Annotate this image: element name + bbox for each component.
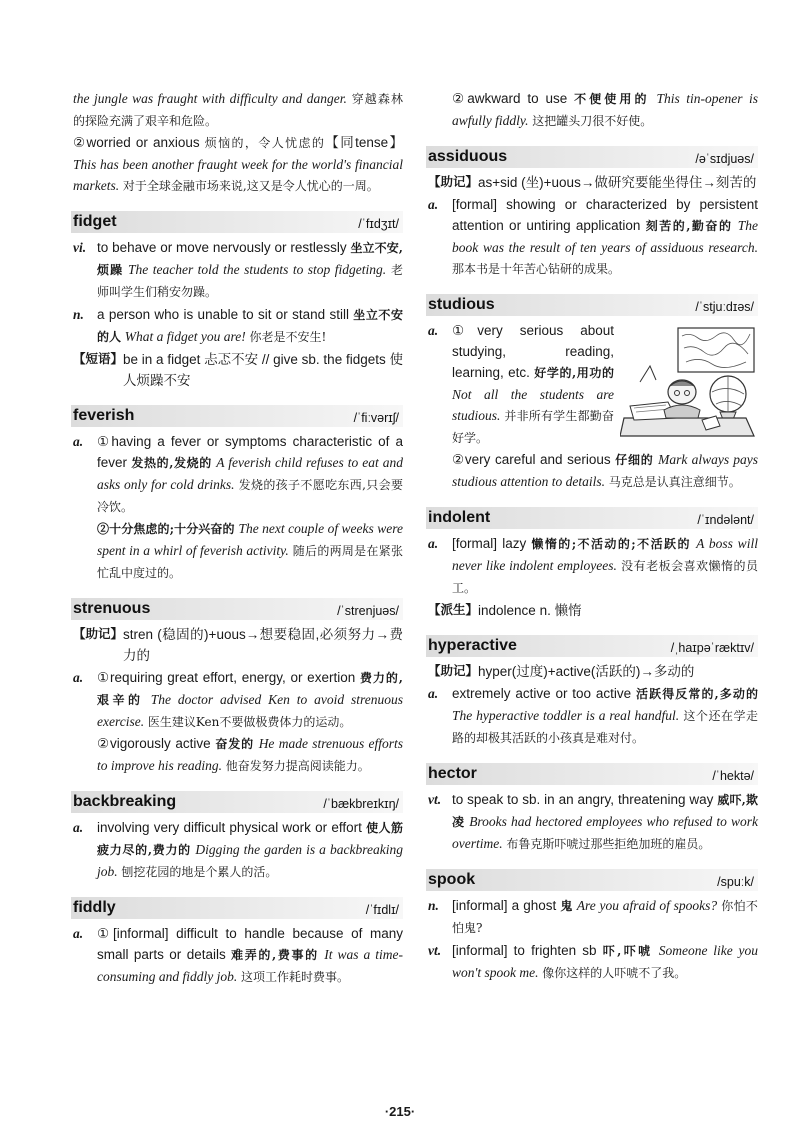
definition-row bbox=[428, 194, 758, 280]
definition-chinese: 奋发的 bbox=[215, 737, 255, 751]
headword: hyperactive bbox=[428, 637, 517, 654]
definition-chinese: 不便使用的 bbox=[574, 92, 650, 106]
headword-bar bbox=[426, 507, 758, 529]
definition-chinese: 活跃得反常的,多动的 bbox=[636, 687, 758, 701]
pronunciation: /ˈstjuːdɪəs/ bbox=[695, 300, 754, 314]
definition-text: to behave or move nervously or restlessly bbox=[97, 240, 347, 255]
definition-chinese: 仔细的 bbox=[615, 453, 654, 467]
mnemonic-text: hyper(过度)+active(活跃的)→多动的 bbox=[478, 664, 695, 679]
definition-chinese: ②十分焦虑的;十分兴奋的 bbox=[97, 522, 235, 536]
headword-bar bbox=[71, 897, 403, 919]
headword-bar bbox=[426, 763, 758, 785]
example-sentence: A feverish child refuses to eat and asks only for cold drinks. bbox=[97, 455, 403, 492]
definition-text: ①[informal] difficult to handle because of many small parts or details bbox=[97, 926, 403, 962]
example-sentence: Not all the students are studious. bbox=[452, 387, 614, 423]
headword-bar bbox=[71, 211, 403, 233]
definition-row bbox=[73, 817, 403, 883]
headword: assiduous bbox=[428, 148, 508, 165]
entry-fiddly-continued bbox=[452, 88, 758, 132]
derivative-tag: 【派生】 bbox=[428, 603, 479, 617]
example-translation: 随后的两周是在紧张忙乱中度过的。 bbox=[97, 544, 403, 580]
definition-text: extremely active or too active bbox=[452, 686, 632, 701]
pronunciation: /ˈɪndələnt/ bbox=[697, 513, 754, 527]
entry-fiddly bbox=[73, 897, 403, 988]
mnemonic-tag: 【助记】 bbox=[73, 627, 124, 641]
part-of-speech: n. bbox=[73, 307, 84, 322]
definition-text: ①requiring great effort, energy, or exertion bbox=[97, 670, 356, 685]
example-translation: 并非所有学生都勤奋好学。 bbox=[452, 409, 614, 445]
headword: hector bbox=[428, 765, 477, 782]
mnemonic-row bbox=[428, 661, 758, 682]
pronunciation: /ˈfɪdʒɪt/ bbox=[358, 217, 399, 231]
definition-text: [formal] showing or characterized by persistent attention or untiring application bbox=[452, 197, 758, 233]
pronunciation: /ˈfiːvərɪʃ/ bbox=[353, 411, 399, 425]
part-of-speech: vi. bbox=[73, 240, 87, 255]
definition-row bbox=[428, 320, 758, 493]
mnemonic-row bbox=[73, 624, 403, 666]
example-translation: 对于全球金融市场来说,这又是令人忧心的一周。 bbox=[122, 179, 379, 193]
definition-chinese: 使人筋疲力尽的,费力的 bbox=[97, 821, 403, 857]
entry-assiduous bbox=[428, 146, 758, 280]
example-translation: 你怕不怕鬼? bbox=[452, 899, 758, 935]
example-sentence: It was a time-consuming and fiddly job. bbox=[97, 947, 403, 984]
example-translation: 这个还在学走路的却极其活跃的小孩真是难对付。 bbox=[452, 709, 758, 745]
definition-chinese: 鬼 bbox=[560, 899, 573, 913]
part-of-speech: a. bbox=[428, 686, 439, 701]
pronunciation: /ˈhektə/ bbox=[712, 769, 754, 783]
entry-spook bbox=[428, 869, 758, 984]
example-sentence: The next couple of weeks were spent in a whirl of feverish activity. bbox=[97, 521, 403, 558]
definition-row bbox=[73, 304, 403, 348]
example-translation: 你老是不安生! bbox=[249, 330, 327, 344]
definition-chinese: 吓,吓唬 bbox=[602, 944, 653, 958]
derivative-text: indolence n. 懒惰 bbox=[478, 603, 582, 618]
definition-text: ①having a fever or symptoms characteristic of a fever bbox=[97, 434, 403, 470]
example-sentence: Are you afraid of spooks? bbox=[576, 898, 718, 913]
definition-row bbox=[73, 667, 403, 777]
definition-chinese: 难弄的,费事的 bbox=[231, 948, 319, 962]
example-sentence: Mark always pays studious attention to details. bbox=[452, 452, 758, 489]
example-translation: 老师叫学生们稍安勿躁。 bbox=[97, 263, 403, 299]
entry-backbreaking bbox=[73, 791, 403, 883]
definition-row bbox=[73, 237, 403, 303]
studying-illustration bbox=[620, 322, 758, 440]
part-of-speech: a. bbox=[428, 536, 439, 551]
headword-bar bbox=[71, 405, 403, 427]
pronunciation: /ˈstrenjuəs/ bbox=[337, 604, 399, 618]
example-translation: 那本书是十年苦心钻研的成果。 bbox=[452, 262, 621, 276]
derivative-row bbox=[428, 600, 758, 621]
part-of-speech: n. bbox=[428, 898, 439, 913]
example-sentence: The teacher told the students to stop fidgeting. bbox=[128, 262, 387, 277]
mnemonic-tag: 【助记】 bbox=[428, 664, 479, 678]
definition-text: ②worried or anxious bbox=[73, 135, 200, 150]
definition-chinese: 坐立不安,烦躁 bbox=[97, 241, 403, 277]
mnemonic-text: as+sid (坐)+uous→做研究要能坐得住→刻苦的 bbox=[478, 175, 757, 190]
headword: backbreaking bbox=[73, 793, 177, 810]
phrase-text: be in a fidget 忐忑不安 // give sb. the fidgets 使人烦躁不安 bbox=[123, 352, 403, 388]
example-translation: 他奋发努力提高阅读能力。 bbox=[225, 759, 370, 773]
right-column bbox=[428, 88, 758, 985]
example-translation: 像你这样的人吓唬不了我。 bbox=[542, 966, 687, 980]
example-translation: 刨挖花园的地是个累人的活。 bbox=[121, 865, 278, 879]
left-column bbox=[73, 88, 403, 989]
headword: feverish bbox=[73, 407, 135, 424]
part-of-speech: a. bbox=[73, 820, 84, 835]
headword-bar bbox=[71, 598, 403, 620]
definition-text: [formal] lazy bbox=[452, 536, 527, 551]
headword: spook bbox=[428, 871, 476, 888]
example-sentence: The hyperactive toddler is a real handful. bbox=[452, 708, 680, 723]
headword-bar bbox=[71, 791, 403, 813]
definition-chinese: 费力的,艰辛的 bbox=[97, 671, 403, 707]
example-translation: 布鲁克斯吓唬过那些拒绝加班的雇员。 bbox=[506, 837, 711, 851]
headword: studious bbox=[428, 296, 495, 313]
definition-text: to speak to sb. in an angry, threatening way bbox=[452, 792, 714, 807]
definition-chinese: 懒惰的;不活动的;不活跃的 bbox=[531, 537, 691, 551]
example-sentence: This has been another fraught week for the world's financial markets. bbox=[73, 157, 403, 193]
definition-text: involving very difficult physical work or effort bbox=[97, 820, 362, 835]
example-sentence: He made strenuous efforts to improve his reading. bbox=[97, 736, 403, 773]
synonym-tag: 【同tense】 bbox=[325, 135, 403, 150]
example-sentence: What a fidget you are! bbox=[124, 329, 246, 344]
example-sentence: This tin-opener is awfully fiddly. bbox=[452, 91, 758, 128]
entry-strenuous bbox=[73, 598, 403, 777]
pronunciation: /ˈbækbreɪkɪŋ/ bbox=[323, 797, 399, 811]
entry-continuation bbox=[73, 88, 403, 197]
example-sentence: Brooks had hectored employees who refused to work overtime. bbox=[452, 814, 758, 851]
example-translation: 医生建议Ken不要做极费体力的运动。 bbox=[147, 715, 352, 729]
definition-chinese: 烦恼的，令人忧虑的 bbox=[204, 136, 326, 150]
pronunciation: /ˈfɪdlɪ/ bbox=[365, 903, 399, 917]
mnemonic-text: stren (稳固的)+uous→想要稳固,必须努力→费力的 bbox=[123, 627, 403, 663]
phrase-row bbox=[73, 349, 403, 391]
example-sentence: A boss will never like indolent employees. bbox=[452, 536, 758, 573]
entry-indolent bbox=[428, 507, 758, 621]
part-of-speech: a. bbox=[73, 926, 84, 941]
entry-hyperactive bbox=[428, 635, 758, 749]
headword: fidget bbox=[73, 213, 117, 230]
definition-row bbox=[428, 789, 758, 855]
definition-text: a person who is unable to sit or stand still bbox=[97, 307, 349, 322]
headword: indolent bbox=[428, 509, 491, 526]
entry-feverish bbox=[73, 405, 403, 584]
mnemonic-row bbox=[428, 172, 758, 193]
entry-fidget bbox=[73, 211, 403, 391]
pronunciation: /əˈsɪdjuəs/ bbox=[695, 152, 754, 166]
definition-text: ②awkward to use bbox=[452, 91, 568, 106]
definition-row bbox=[428, 533, 758, 599]
definition-chinese: 威吓,欺凌 bbox=[452, 793, 758, 829]
definition-row bbox=[73, 923, 403, 988]
definition-text: ②vigorously active bbox=[97, 736, 211, 751]
example-translation: 这项工作耗时费事。 bbox=[241, 970, 350, 984]
example-sentence: Digging the garden is a backbreaking job. bbox=[97, 842, 403, 879]
headword-bar bbox=[426, 869, 758, 891]
example-translation: 没有老板会喜欢懒惰的员工。 bbox=[452, 559, 758, 595]
example-sentence: Someone like you won't spook me. bbox=[452, 943, 758, 980]
entry-studious bbox=[428, 294, 758, 493]
headword-bar bbox=[426, 294, 758, 316]
pronunciation: /ˌhaɪpəˈræktɪv/ bbox=[670, 641, 754, 655]
part-of-speech: vt. bbox=[428, 792, 442, 807]
headword: strenuous bbox=[73, 600, 151, 617]
part-of-speech: vt. bbox=[428, 943, 442, 958]
definition-chinese: 发热的,发烧的 bbox=[131, 456, 212, 470]
example-sentence: The book was the result of ten years of assiduous research. bbox=[452, 218, 758, 255]
definition-chinese: 好学的,用功的 bbox=[534, 366, 614, 380]
definition-text: ②very careful and serious bbox=[452, 452, 611, 467]
example-translation: 马克总是认真注意细节。 bbox=[608, 475, 741, 489]
definition-chinese: 刻苦的,勤奋的 bbox=[645, 219, 733, 233]
example-translation: 穿越森林的探险充满了艰辛和危险。 bbox=[73, 92, 403, 128]
page-number: ·215· bbox=[384, 1104, 416, 1119]
headword-bar bbox=[426, 635, 758, 657]
definition-row bbox=[428, 940, 758, 984]
definition-row bbox=[428, 895, 758, 939]
part-of-speech: a. bbox=[428, 197, 439, 212]
definition-text: [informal] to frighten sb bbox=[452, 943, 597, 958]
part-of-speech: a. bbox=[73, 434, 84, 449]
example-sentence: The doctor advised Ken to avoid strenuous exercise. bbox=[97, 692, 403, 729]
entry-hector bbox=[428, 763, 758, 855]
pronunciation: /spuːk/ bbox=[717, 875, 754, 889]
headword-bar bbox=[426, 146, 758, 168]
part-of-speech: a. bbox=[428, 323, 439, 338]
example-translation: 这把罐头刀很不好使。 bbox=[532, 114, 653, 128]
definition-row bbox=[428, 683, 758, 749]
definition-chinese: 坐立不安的人 bbox=[97, 308, 403, 344]
phrase-tag: 【短语】 bbox=[73, 352, 124, 366]
example-sentence: the jungle was fraught with difficulty and danger. bbox=[73, 91, 347, 106]
definition-row bbox=[73, 431, 403, 584]
headword: fiddly bbox=[73, 899, 116, 916]
mnemonic-tag: 【助记】 bbox=[428, 175, 479, 189]
part-of-speech: a. bbox=[73, 670, 84, 685]
example-translation: 发烧的孩子不愿吃东西,只会要冷饮。 bbox=[97, 478, 403, 514]
definition-text: [informal] a ghost bbox=[452, 898, 557, 913]
definition-text: ①very serious about studying, reading, learning, etc. bbox=[452, 323, 614, 380]
